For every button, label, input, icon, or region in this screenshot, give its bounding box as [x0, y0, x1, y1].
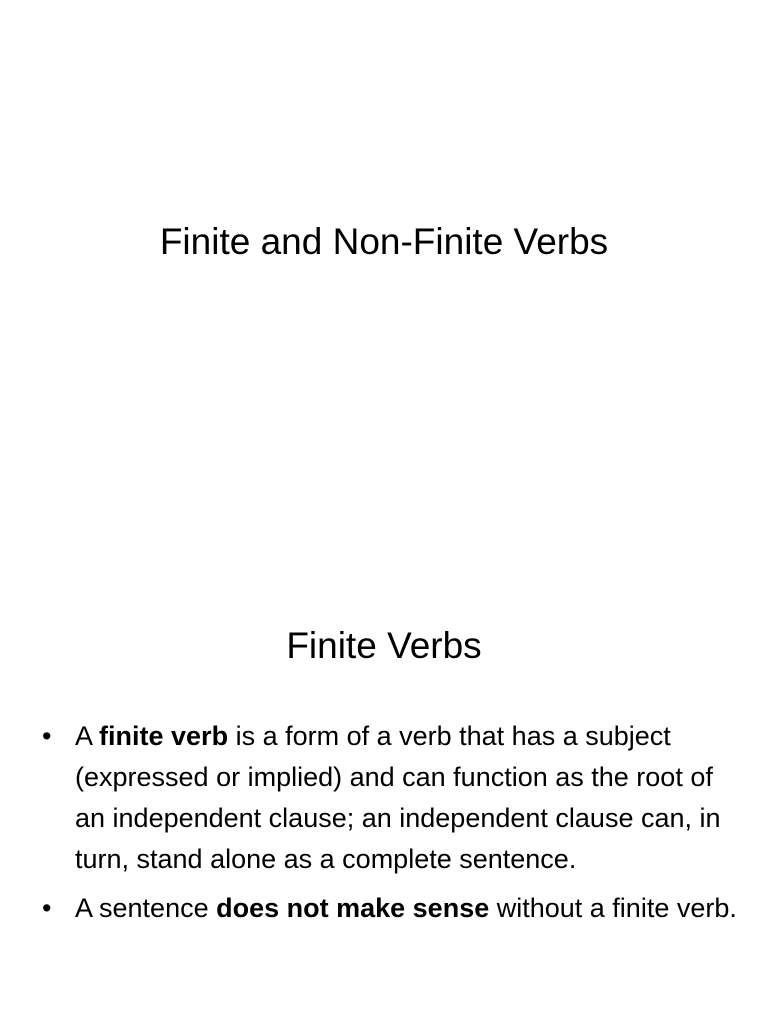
slide-heading: Finite Verbs [286, 625, 482, 666]
bullet-text-pre: A [75, 721, 100, 751]
bullet-icon: • [42, 721, 52, 751]
bullet-text-post: is a form of a verb that has a subject (expressed or implied) and can function as the root of an independent clause; an independent clause can, in turn, stand alone as a complete sentence. [75, 721, 721, 874]
slide-title: Finite and Non-Finite Verbs [159, 221, 609, 262]
bullet-item-sentence-sense [40, 888, 740, 929]
bullet-icon: • [42, 893, 52, 923]
bullet-text-bold: does not make sense [216, 893, 490, 923]
content-slide [0, 512, 768, 1024]
bullet-text-bold: finite verb [99, 721, 229, 751]
bullet-text-pre: A sentence [75, 893, 217, 923]
bullet-text-post: without a finite verb. [489, 893, 737, 923]
bullet-item-finite-verb-definition [40, 716, 740, 880]
bullet-list [40, 716, 740, 937]
